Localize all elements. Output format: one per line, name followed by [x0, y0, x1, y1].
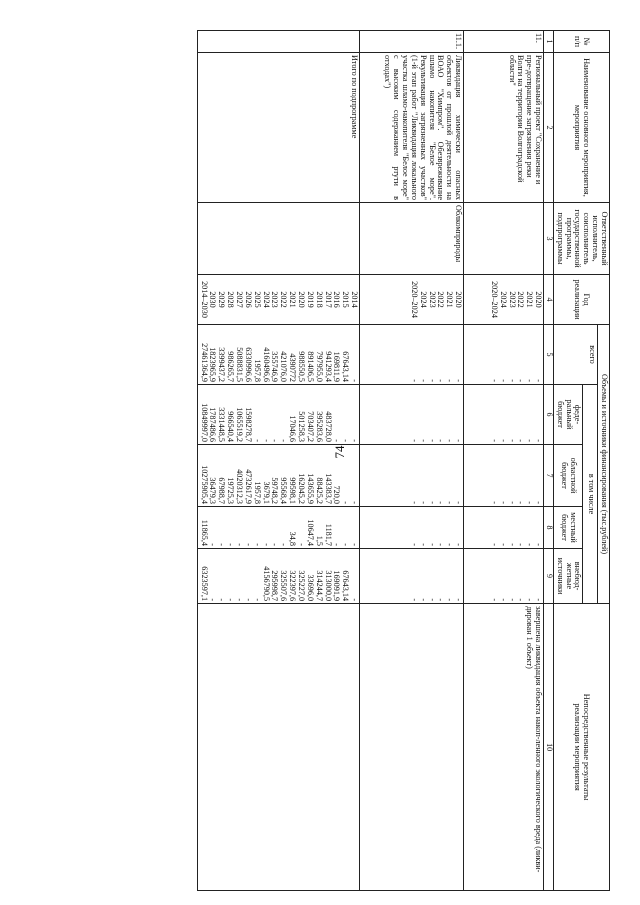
- col-number: 8: [544, 507, 554, 549]
- header-local: местный бюджет: [553, 507, 583, 549]
- row-number: 11.: [464, 31, 544, 53]
- regional-values: - - - - - -: [360, 445, 464, 507]
- local-values: - - - - - -: [360, 507, 464, 549]
- header-result: Непосредственные результаты реализации мероприятия: [553, 604, 609, 891]
- regional-values: - - 720,0 143383,7 88425,2 143655,9 162045,2 99598,1 95568,4 59748,2 3679,1 1957,8 4732617,9 4020312,3 19725,3 67988,7 36479,3 10275905,4: [197, 445, 359, 507]
- total-values: - 67643,14 169811,9 941293,4 797955,0 891406,5 988550,5 4390772 421076,0 355746,9 4160496,6 1957,8 6330996,6 5088831,5 986265,7 3399437,2 1823965,9 27461364,9: [197, 325, 359, 385]
- rotated-sheet: [68, 30, 610, 890]
- header-row-1: [598, 31, 610, 891]
- header-including: в том числе: [583, 385, 598, 604]
- header-responsible: Ответственный исполнитель, соисполнитель государственной программы, подпрограммы: [553, 203, 609, 275]
- local-values: - - - - - -: [464, 507, 544, 549]
- federal-values: - - - 483728,0 395283,6 703407,2 501258,3 17046,6 - - - - 1598278,7 1065519,2 966540,4 3331448,5 1787486,6 10849997,0: [197, 385, 359, 445]
- header-total: всего: [553, 325, 597, 385]
- extra-values: - - - - - -: [464, 549, 544, 604]
- total-label: Итого по подпрограмме: [197, 53, 359, 203]
- page-number: 74: [332, 445, 347, 459]
- federal-values: - - - - - -: [464, 385, 544, 445]
- col-number: 4: [544, 275, 554, 325]
- responsible-executor: Облкомприроды: [360, 203, 464, 275]
- col-number: 1: [544, 31, 554, 53]
- header-num: № п/п: [553, 31, 609, 53]
- table-row: [360, 31, 464, 891]
- direct-result: завершена ликвидация объекта накоп-ленного экологического вреда (ликви-дирован 1 объект): [464, 604, 544, 891]
- header-year: Год реализации: [553, 275, 609, 325]
- measure-name: Ликвидация химически опасных объектов от прошлой деятельности на ВОАО "Химпром". Обезвреживание шламо накопителя "Белое море". Рекультивация загрязненных участков" (1-й этап работ "Ликвидация локального участка шламо-накопителя "Белое море" с высоким содержанием ртути в отходах"): [360, 53, 464, 203]
- col-number: 10: [544, 604, 554, 891]
- financing-table: [197, 30, 610, 891]
- responsible-executor: [464, 203, 544, 275]
- year-list: 2020 2021 2022 2023 2024 2020–2024: [360, 275, 464, 325]
- header-federal: феде- ральный бюджет: [553, 385, 583, 445]
- year-list: 2014 2015 2016 2017 2018 2019 2020 2021 2022 2023 2024 2025 2026 2027 2028 2029 2030 2014–2030: [197, 275, 359, 325]
- row-number: 11.1.: [360, 31, 464, 53]
- table-row: [464, 31, 544, 891]
- col-number: 2: [544, 53, 554, 203]
- federal-values: - - - - - -: [360, 385, 464, 445]
- measure-name: Региональный проект "Сохранение и пре-дотвращение загрязнения реки Волги на территории Волгоградской области": [464, 53, 544, 203]
- year-list: 2020 2021 2022 2023 2024 2020–2024: [464, 275, 544, 325]
- header-financing: Объемы и источники финансирования (тыс.рублей): [598, 325, 610, 604]
- col-number: 6: [544, 385, 554, 445]
- col-number: 7: [544, 445, 554, 507]
- header-extra: внебюд- жетные источники: [553, 549, 583, 604]
- col-number: 3: [544, 203, 554, 275]
- col-number: 5: [544, 325, 554, 385]
- extra-values: - - - - - -: [360, 549, 464, 604]
- col-number: 9: [544, 549, 554, 604]
- header-regional: областной бюджет: [553, 445, 583, 507]
- header-name: Наименование основного мероприятия, мероприятия: [553, 53, 609, 203]
- subprogram-total-row: [197, 31, 359, 891]
- total-values: - - - - - -: [464, 325, 544, 385]
- extra-values: - 67643,14 169091,9 313000,0 314244,7 33696,0 325227,0 322397,6 325507,6 295998,7 4156790,5 - - - - - - 6323597,1: [197, 549, 359, 604]
- regional-values: - - - - - -: [464, 445, 544, 507]
- total-values: - - - - - -: [360, 325, 464, 385]
- rotated-table-container: [68, 30, 610, 890]
- direct-result: [360, 604, 464, 891]
- local-values: - - - 1181,7 1,5 10647,4 - 34,8 - - - - - - - - - 11865,4: [197, 507, 359, 549]
- column-number-row: [544, 31, 554, 891]
